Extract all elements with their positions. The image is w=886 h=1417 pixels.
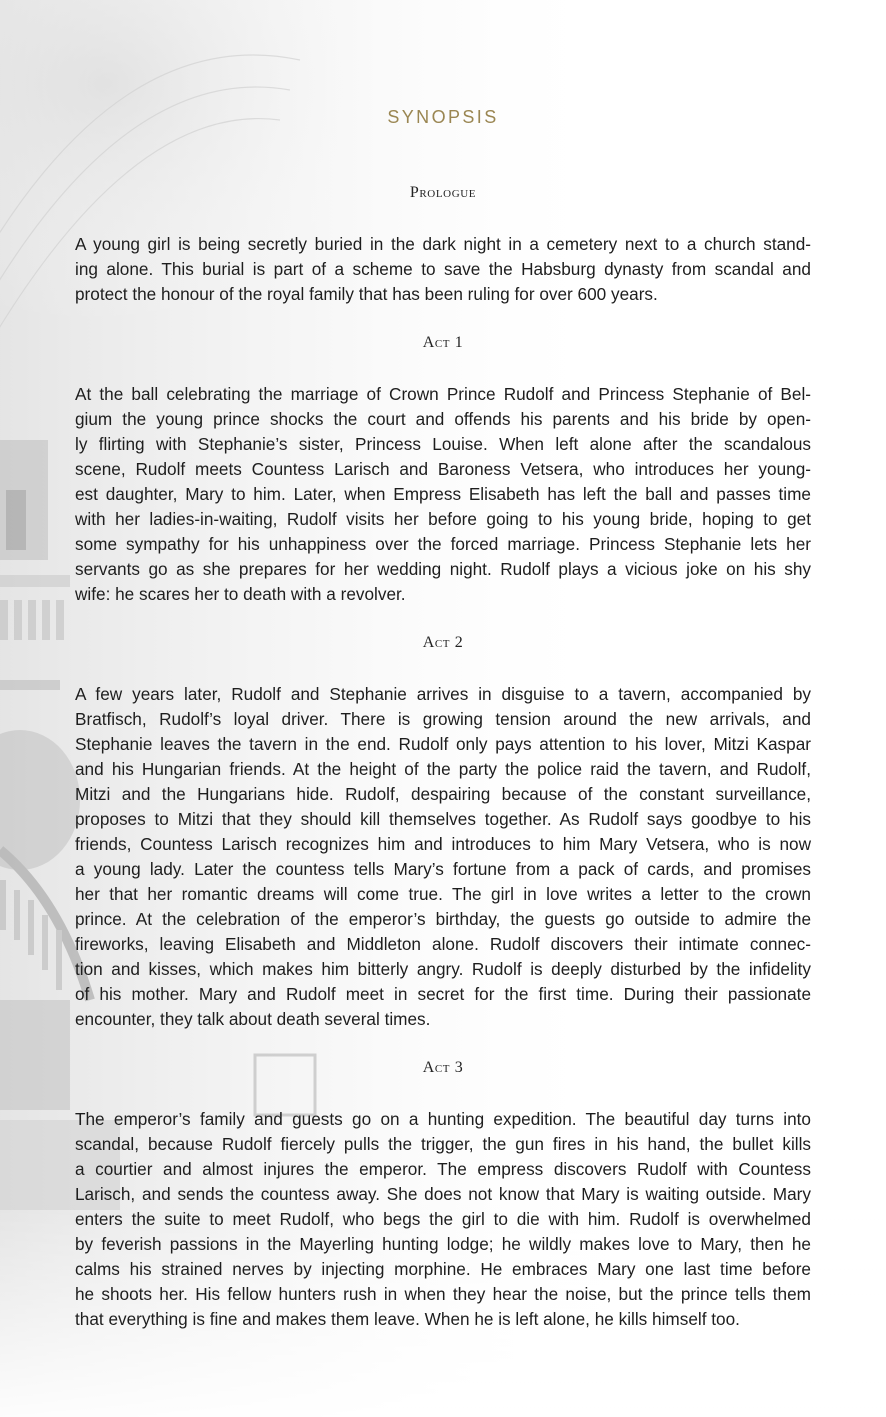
text-line: A young girl is being secretly buried in the dark night in a cemetery next to a church stand- (75, 234, 811, 254)
text-line: est daughter, Mary to him. Later, when Empress Elisabeth has left the ball and passes time (75, 484, 811, 504)
text-line: ing alone. This burial is part of a scheme to save the Habsburg dynasty from scandal and (75, 259, 811, 279)
text-line: servants go as she prepares for her wedding night. Rudolf plays a vicious joke on his shy (75, 559, 811, 579)
text-line: with her ladies-in-waiting, Rudolf visits her before going to his young bride, hoping to get (75, 509, 811, 529)
text-line: protect the honour of the royal family that has been ruling for over 600 years. (75, 284, 658, 304)
text-line: prince. At the celebration of the emperor’s birthday, the guests go outside to admire the (75, 909, 811, 929)
text-line: some sympathy for his unhappiness over the forced marriage. Princess Stephanie lets her (75, 534, 811, 554)
section-heading-act-3: Act 3 (422, 1059, 464, 1076)
text-line: proposes to Mitzi that they should kill themselves together. As Rudolf says goodbye to his (75, 809, 811, 829)
section-heading-act-1: Act 1 (422, 334, 464, 351)
section-text-prologue (75, 232, 811, 307)
text-line: scandal, because Rudolf fiercely pulls the trigger, the gun fires in his hand, the bullet kills (75, 1134, 811, 1154)
section-text-act-3 (75, 1107, 811, 1332)
section-text-act-1 (75, 382, 811, 607)
text-line: of his mother. Mary and Rudolf meet in secret for the first time. During their passionate (75, 984, 811, 1004)
text-line: Bratfisch, Rudolf’s loyal driver. There is growing tension around the new arrivals, and (75, 709, 811, 729)
text-line: enters the suite to meet Rudolf, who begs the girl to die with him. Rudolf is overwhelmed (75, 1209, 811, 1229)
text-line: that everything is fine and makes them leave. When he is left alone, he kills himself too. (75, 1309, 740, 1329)
text-line: Larisch, and sends the countess away. She does not know that Mary is waiting outside. Mary (75, 1184, 811, 1204)
text-line: calms his strained nerves by injecting morphine. He embraces Mary one last time before (75, 1259, 811, 1279)
text-line: by feverish passions in the Mayerling hunting lodge; he wildly makes love to Mary, then he (75, 1234, 811, 1254)
section-text-act-2 (75, 682, 811, 1032)
section-heading-act-2: Act 2 (422, 634, 464, 651)
text-line: her that her romantic dreams will come true. The girl in love writes a letter to the crown (75, 884, 811, 904)
text-line: he shoots her. His fellow hunters rush in when they hear the noise, but the prince tells them (75, 1284, 811, 1304)
text-line: fireworks, leaving Elisabeth and Middleton alone. Rudolf discovers their intimate connec- (75, 934, 811, 954)
text-line: Mitzi and the Hungarians hide. Rudolf, despairing because of the constant surveillance, (75, 784, 811, 804)
section-heading-prologue: Prologue (409, 184, 477, 201)
text-line: tion and kisses, which makes him bitterly angry. Rudolf is deeply disturbed by the infidelity (75, 959, 811, 979)
text-line: At the ball celebrating the marriage of Crown Prince Rudolf and Princess Stephanie of Bel- (75, 384, 811, 404)
text-line: encounter, they talk about death several times. (75, 1009, 431, 1029)
text-line: A few years later, Rudolf and Stephanie arrives in disguise to a tavern, accompanied by (75, 684, 811, 704)
text-line: a courtier and almost injures the emperor. The empress discovers Rudolf with Countess (75, 1159, 811, 1179)
text-line: ly flirting with Stephanie’s sister, Princess Louise. When left alone after the scandalous (75, 434, 811, 454)
text-line: Stephanie leaves the tavern in the end. Rudolf only pays attention to his lover, Mitzi Kaspar (75, 734, 811, 754)
text-line: gium the young prince shocks the court and offends his parents and his bride by open- (75, 409, 811, 429)
text-line: a young lady. Later the countess tells Mary’s fortune from a pack of cards, and promises (75, 859, 811, 879)
text-line: wife: he scares her to death with a revolver. (75, 584, 406, 604)
text-line: The emperor’s family and guests go on a hunting expedition. The beautiful day turns into (75, 1109, 811, 1129)
page-title: SYNOPSIS (387, 107, 499, 127)
text-line: scene, Rudolf meets Countess Larisch and Baroness Vetsera, who introduces her young- (75, 459, 811, 479)
text-line: friends, Countess Larisch recognizes him and introduces to him Mary Vetsera, who is now (75, 834, 811, 854)
text-line: and his Hungarian friends. At the height of the party the police raid the tavern, and Rudolf, (75, 759, 811, 779)
